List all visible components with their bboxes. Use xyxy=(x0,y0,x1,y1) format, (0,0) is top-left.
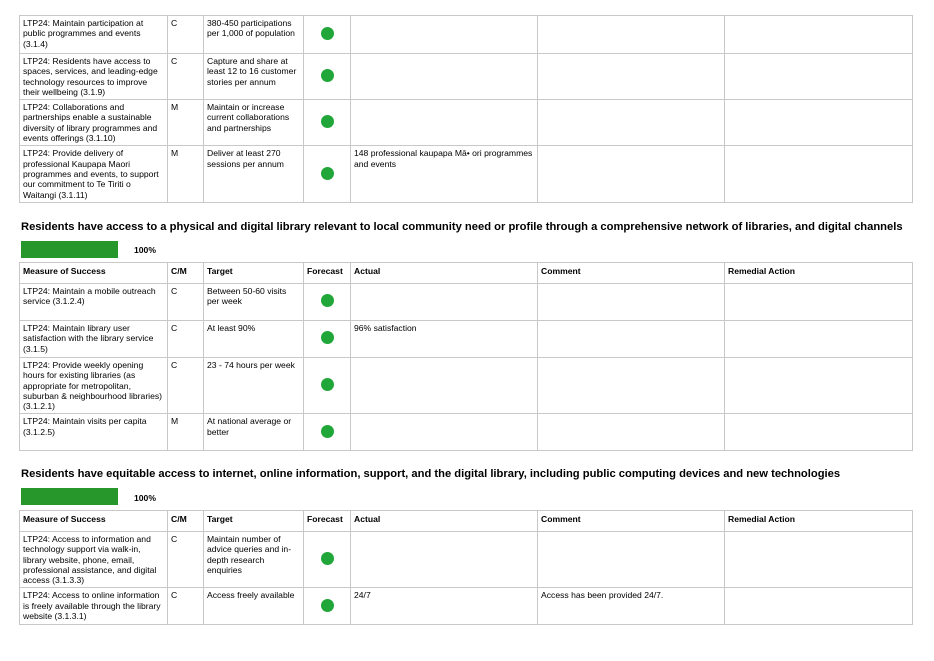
col-remedial: Remedial Action xyxy=(725,511,913,532)
forecast-status-icon xyxy=(321,27,334,40)
measure-cell: LTP24: Provide weekly opening hours for existing libraries (as appropriate for metropolitan, suburban & neighbourhood libraries) (3.1.2.1) xyxy=(20,358,168,414)
target-cell: At least 90% xyxy=(204,321,304,358)
remedial-cell xyxy=(725,321,913,358)
actual-cell: 24/7 xyxy=(351,588,538,625)
target-cell: Capture and share at least 12 to 16 customer stories per annum xyxy=(204,54,304,100)
table-row xyxy=(20,414,913,451)
col-cm: C/M xyxy=(168,263,204,284)
actual-cell: 148 professional kaupapa Mā• ori programmes and events xyxy=(351,146,538,203)
progress-bar xyxy=(21,241,118,258)
actual-cell xyxy=(351,532,538,588)
remedial-cell xyxy=(725,532,913,588)
target-cell: Between 50-60 visits per week xyxy=(204,284,304,321)
col-actual: Actual xyxy=(351,511,538,532)
remedial-cell xyxy=(725,146,913,203)
section-title: Residents have equitable access to internet, online information, support, and the digital library, including public computing devices and new technologies xyxy=(21,468,841,480)
col-target: Target xyxy=(204,263,304,284)
table-row xyxy=(20,16,913,54)
col-forecast: Forecast xyxy=(304,511,351,532)
forecast-cell xyxy=(304,54,351,100)
comment-cell xyxy=(538,532,725,588)
progress-label: 100% xyxy=(134,245,156,255)
cm-cell: C xyxy=(168,588,204,625)
cm-cell: C xyxy=(168,284,204,321)
measure-cell: LTP24: Access to information and technology support via walk-in, library website, phone, email, professional assistance, and digital access (3.1.3.3) xyxy=(20,532,168,588)
measure-cell: LTP24: Residents have access to spaces, services, and leading-edge technology resources to improve their wellbeing (3.1.9) xyxy=(20,54,168,100)
measure-cell: LTP24: Maintain participation at public programmes and events (3.1.4) xyxy=(20,16,168,54)
target-cell: 380-450 participations per 1,000 of population xyxy=(204,16,304,54)
col-remedial: Remedial Action xyxy=(725,263,913,284)
forecast-status-icon xyxy=(321,294,334,307)
forecast-cell xyxy=(304,588,351,625)
forecast-cell xyxy=(304,414,351,451)
forecast-status-icon xyxy=(321,69,334,82)
table-row xyxy=(20,146,913,203)
remedial-cell xyxy=(725,16,913,54)
comment-cell xyxy=(538,358,725,414)
actual-cell xyxy=(351,284,538,321)
section-title: Residents have access to a physical and digital library relevant to local community need or profile through a comprehensive network of libraries, and digital channels xyxy=(21,221,903,233)
cm-cell: M xyxy=(168,100,204,146)
forecast-status-icon xyxy=(321,167,334,180)
target-cell: Deliver at least 270 sessions per annum xyxy=(204,146,304,203)
actual-cell xyxy=(351,54,538,100)
table-row xyxy=(20,321,913,358)
comment-cell xyxy=(538,284,725,321)
target-cell: At national average or better xyxy=(204,414,304,451)
forecast-cell xyxy=(304,321,351,358)
progress-label: 100% xyxy=(134,493,156,503)
col-target: Target xyxy=(204,511,304,532)
table-row xyxy=(20,284,913,321)
forecast-status-icon xyxy=(321,552,334,565)
target-cell: Maintain number of advice queries and in-depth research enquiries xyxy=(204,532,304,588)
cm-cell: C xyxy=(168,532,204,588)
measure-cell: LTP24: Maintain library user satisfaction with the library service (3.1.5) xyxy=(20,321,168,358)
table-header-row xyxy=(20,263,913,284)
actual-cell: 96% satisfaction xyxy=(351,321,538,358)
col-measure: Measure of Success xyxy=(20,511,168,532)
forecast-status-icon xyxy=(321,599,334,612)
table-header-row xyxy=(20,511,913,532)
cm-cell: C xyxy=(168,16,204,54)
forecast-status-icon xyxy=(321,115,334,128)
comment-cell: Access has been provided 24/7. xyxy=(538,588,725,625)
forecast-status-icon xyxy=(321,425,334,438)
progress-bar xyxy=(21,488,118,505)
section1-kpi-table xyxy=(19,262,913,451)
remedial-cell xyxy=(725,414,913,451)
forecast-cell xyxy=(304,16,351,54)
col-cm: C/M xyxy=(168,511,204,532)
col-measure: Measure of Success xyxy=(20,263,168,284)
measure-cell: LTP24: Maintain a mobile outreach service (3.1.2.4) xyxy=(20,284,168,321)
top-kpi-table xyxy=(19,15,913,203)
table-row xyxy=(20,100,913,146)
cm-cell: C xyxy=(168,321,204,358)
actual-cell xyxy=(351,16,538,54)
comment-cell xyxy=(538,16,725,54)
actual-cell xyxy=(351,100,538,146)
forecast-cell xyxy=(304,100,351,146)
actual-cell xyxy=(351,414,538,451)
cm-cell: C xyxy=(168,358,204,414)
forecast-cell xyxy=(304,358,351,414)
remedial-cell xyxy=(725,588,913,625)
target-cell: Maintain or increase current collaborations and partnerships xyxy=(204,100,304,146)
actual-cell xyxy=(351,358,538,414)
remedial-cell xyxy=(725,358,913,414)
remedial-cell xyxy=(725,54,913,100)
col-forecast: Forecast xyxy=(304,263,351,284)
col-actual: Actual xyxy=(351,263,538,284)
forecast-cell xyxy=(304,532,351,588)
comment-cell xyxy=(538,146,725,203)
table-row xyxy=(20,54,913,100)
table-row xyxy=(20,588,913,625)
table-row xyxy=(20,532,913,588)
measure-cell: LTP24: Maintain visits per capita (3.1.2.5) xyxy=(20,414,168,451)
remedial-cell xyxy=(725,100,913,146)
cm-cell: C xyxy=(168,54,204,100)
col-comment: Comment xyxy=(538,511,725,532)
target-cell: 23 - 74 hours per week xyxy=(204,358,304,414)
forecast-status-icon xyxy=(321,378,334,391)
section2-kpi-table xyxy=(19,510,913,625)
measure-cell: LTP24: Provide delivery of professional Kaupapa Maori programmes and events, to support our commitment to Te Tiriti o Waitangi (3.1.11) xyxy=(20,146,168,203)
measure-cell: LTP24: Collaborations and partnerships enable a sustainable diversity of library programmes and events offerings (3.1.10) xyxy=(20,100,168,146)
remedial-cell xyxy=(725,284,913,321)
table-row xyxy=(20,358,913,414)
comment-cell xyxy=(538,414,725,451)
comment-cell xyxy=(538,321,725,358)
forecast-status-icon xyxy=(321,331,334,344)
cm-cell: M xyxy=(168,414,204,451)
cm-cell: M xyxy=(168,146,204,203)
comment-cell xyxy=(538,100,725,146)
forecast-cell xyxy=(304,146,351,203)
target-cell: Access freely available xyxy=(204,588,304,625)
col-comment: Comment xyxy=(538,263,725,284)
comment-cell xyxy=(538,54,725,100)
forecast-cell xyxy=(304,284,351,321)
measure-cell: LTP24: Access to online information is freely available through the library website (3.1.3.1) xyxy=(20,588,168,625)
